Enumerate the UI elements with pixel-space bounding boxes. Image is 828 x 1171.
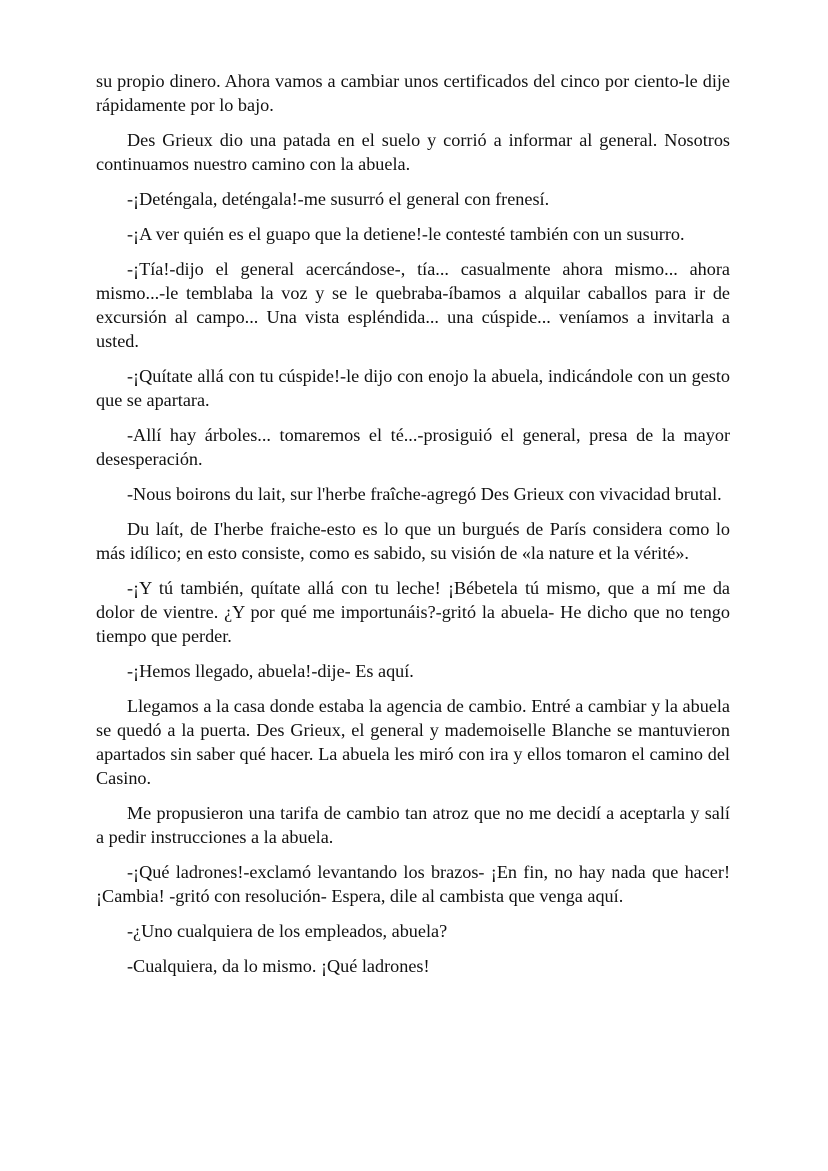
paragraph: Llegamos a la casa donde estaba la agencia de cambio. Entré a cambiar y la abuela se quedó a la puerta. Des Grieux, el general y mademoiselle Blanche se mantuvieron apartados sin saber qué hacer. La abuela les miró con ira y ellos tomaron el camino del Casino. — [96, 696, 730, 788]
paragraph: su propio dinero. Ahora vamos a cambiar unos certificados del cinco por ciento-le dije rápidamente por lo bajo. — [96, 71, 730, 115]
paragraph: -¡A ver quién es el guapo que la detiene!-le contesté también con un susurro. — [127, 224, 685, 244]
paragraph: -¡Deténgala, deténgala!-me susurró el general con frenesí. — [127, 189, 550, 209]
paragraph: Du laít, de I'herbe fraiche-esto es lo que un burgués de París considera como lo más idílico; en esto consiste, como es sabido, su visión de «la nature et la vérité». — [96, 519, 730, 563]
paragraph: -Nous boirons du lait, sur l'herbe fraîche-agregó Des Grieux con vivacidad brutal. — [127, 484, 722, 504]
document-page — [96, 69, 730, 989]
paragraph: -¿Uno cualquiera de los empleados, abuela? — [127, 921, 448, 941]
paragraph: -¡Hemos llegado, abuela!-dije- Es aquí. — [127, 661, 414, 681]
paragraph: -Cualquiera, da lo mismo. ¡Qué ladrones! — [127, 956, 430, 976]
paragraph: Me propusieron una tarifa de cambio tan atroz que no me decidí a aceptarla y salí a pedir instrucciones a la abuela. — [96, 803, 730, 847]
paragraph: -¡Y tú también, quítate allá con tu leche! ¡Bébetela tú mismo, que a mí me da dolor de vientre. ¿Y por qué me importunáis?-gritó la abuela- He dicho que no tengo tiempo que perder. — [96, 578, 730, 646]
paragraph: Des Grieux dio una patada en el suelo y corrió a informar al general. Nosotros continuamos nuestro camino con la abuela. — [96, 130, 730, 174]
paragraph: -Allí hay árboles... tomaremos el té...-prosiguió el general, presa de la mayor desesperación. — [96, 425, 730, 469]
paragraph: -¡Quítate allá con tu cúspide!-le dijo con enojo la abuela, indicándole con un gesto que se apartara. — [96, 366, 730, 410]
paragraph: -¡Qué ladrones!-exclamó levantando los brazos- ¡En fin, no hay nada que hacer! ¡Cambia! -gritó con resolución- Espera, dile al cambista que venga aquí. — [96, 862, 730, 906]
paragraph: -¡Tía!-dijo el general acercándose-, tía... casualmente ahora mismo... ahora mismo...-le temblaba la voz y se le quebraba-íbamos a alquilar caballos para ir de excursión al campo... Una vista espléndida... una cúspide... veníamos a invitarla a usted. — [96, 259, 730, 351]
